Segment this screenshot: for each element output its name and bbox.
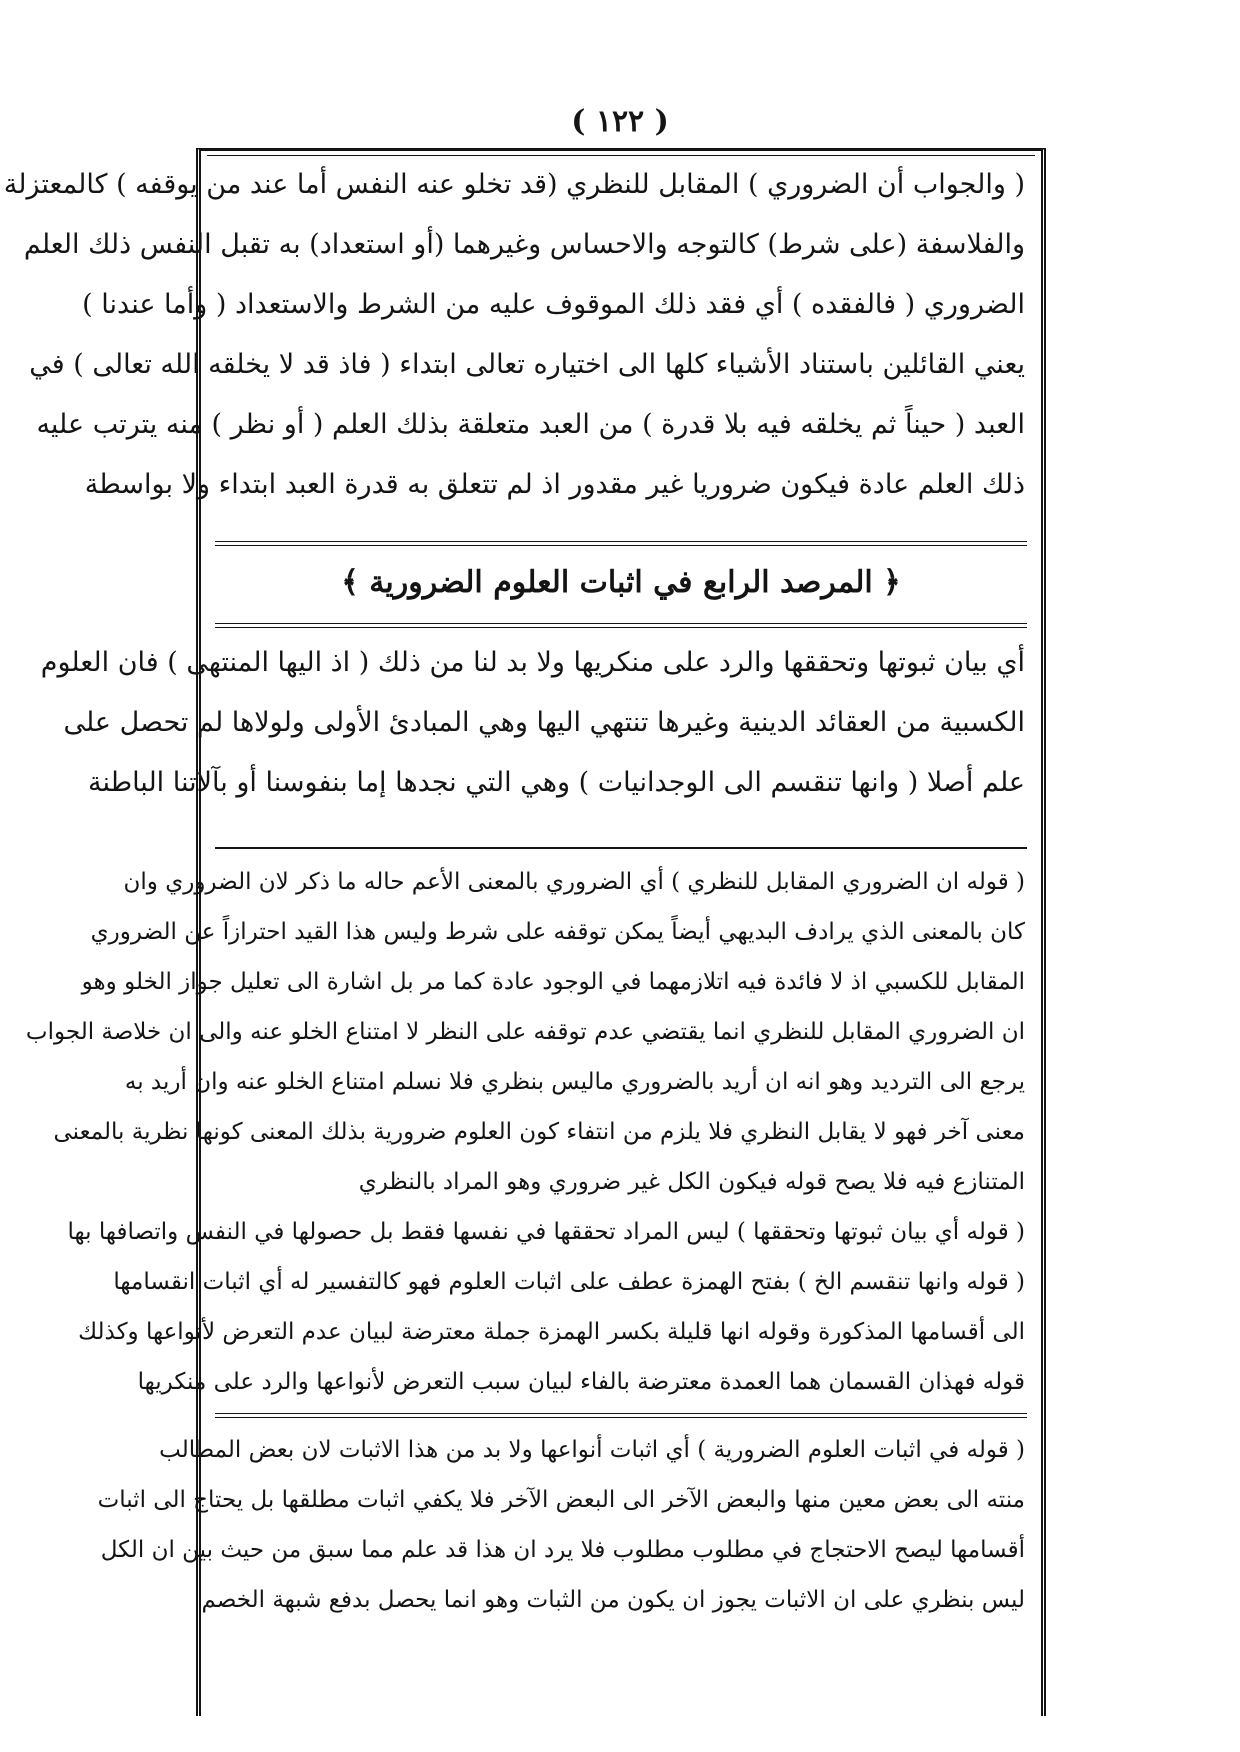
main-text-block-2 bbox=[40, 633, 1025, 813]
divider bbox=[215, 623, 1027, 628]
main-line: والفلاسفة (على شرط) كالتوجه والاحساس وغيرهما (أو استعداد) به تقبل النفس ذلك العلم bbox=[23, 229, 1025, 260]
commentary-line: ( قوله ان الضروري المقابل للنظري ) أي الضروري بالمعنى الأعم حاله ما ذكر لان الضروري وان bbox=[123, 869, 1025, 895]
commentary-block-1 bbox=[25, 857, 1025, 1407]
main-line: ( والجواب أن الضروري ) المقابل للنظري (قد تخلو عنه النفس أما عند من يوقفه ) كالمعتزلة bbox=[3, 169, 1025, 200]
commentary-line: ( قوله أي بيان ثبوتها وتحققها ) ليس المراد تحققها في نفسها فقط بل حصولها في النفس واتصافها بها bbox=[67, 1219, 1025, 1245]
main-line: ذلك العلم عادة فيكون ضروريا غير مقدور اذ لم تتعلق به قدرة العبد ابتداء ولا بواسطة bbox=[84, 469, 1025, 500]
main-line: العبد ( حيناً ثم يخلقه فيه بلا قدرة ) من العبد متعلقة بذلك العلم ( أو نظر ) منه يترتب عليه bbox=[36, 409, 1025, 440]
commentary-line: يرجع الى الترديد وهو انه ان أريد بالضروري ماليس بنظري فلا نسلم امتناع الخلو عنه وان أريد به bbox=[124, 1069, 1025, 1095]
commentary-line: منته الى بعض معين منها والبعض الآخر الى البعض الآخر فلا يكفي اثبات مطلقها بل يحتاج الى اثبات bbox=[97, 1487, 1025, 1513]
section-heading: ﴿ المرصد الرابع في اثبات العلوم الضرورية ﴾ bbox=[341, 565, 901, 600]
commentary-block-2 bbox=[97, 1425, 1025, 1625]
commentary-line: المقابل للكسبي اذ لا فائدة فيه اتلازمهما في الوجود عادة كما مر بل اشارة الى تعليل جواز الخلو وهو bbox=[81, 969, 1025, 995]
commentary-line: ان الضروري المقابل للنظري انما يقتضي عدم توقفه على النظر لا امتناع الخلو عنه والى ان خلاصة الجواب bbox=[25, 1019, 1025, 1045]
divider bbox=[215, 847, 1027, 849]
main-line: علم أصلا ( وانها تنقسم الى الوجدانيات ) وهي التي نجدها إما بنفوسنا أو بآلاتنا الباطنة bbox=[87, 767, 1025, 798]
main-line: يعني القائلين باستناد الأشياء كلها الى اختياره تعالى ابتداء ( فاذ قد لا يخلقه الله تعالى ) في bbox=[29, 349, 1025, 380]
divider bbox=[215, 541, 1027, 546]
page-frame bbox=[3, 148, 1046, 1716]
divider bbox=[215, 1413, 1027, 1418]
commentary-line: كان بالمعنى الذي يرادف البديهي أيضاً يمكن توقفه على شرط وليس هذا القيد احترازاً عن الضروري bbox=[90, 919, 1025, 945]
commentary-line: الى أقسامها المذكورة وقوله انها قليلة بكسر الهمزة جملة معترضة لبيان عدم التعرض لأنواعها وكذلك bbox=[78, 1319, 1025, 1345]
commentary-line: ( قوله وانها تنقسم الخ ) بفتح الهمزة عطف على اثبات العلوم فهو كالتفسير له أي اثبات انقسامها bbox=[113, 1269, 1025, 1295]
main-text-block-1 bbox=[3, 155, 1025, 515]
commentary-line: معنى آخر فهو لا يقابل النظري فلا يلزم من انتفاء كون العلوم ضرورية بذلك المعنى كونها نظرية بالمعنى bbox=[53, 1119, 1025, 1145]
commentary-line: المتنازع فيه فلا يصح قوله فيكون الكل غير ضروري وهو المراد بالنظري bbox=[358, 1169, 1025, 1195]
main-line: أي بيان ثبوتها وتحققها والرد على منكريها ولا بد لنا من ذلك ( اذ اليها المنتهى ) فان العلوم bbox=[40, 647, 1025, 678]
commentary-line: قوله فهذان القسمان هما العمدة معترضة بالفاء لبيان سبب التعرض لأنواعها والرد على منكريها bbox=[137, 1369, 1025, 1395]
commentary-line: ( قوله في اثبات العلوم الضرورية ) أي اثبات أنواعها ولا بد من هذا الاثبات لان بعض المطالب bbox=[159, 1437, 1025, 1463]
page-number: ( ١٢٢ ) bbox=[571, 104, 669, 139]
commentary-line: ليس بنظري على ان الاثبات يجوز ان يكون من الثبات وهو انما يحصل بدفع شبهة الخصم bbox=[201, 1587, 1025, 1613]
main-line: الضروري ( فالفقده ) أي فقد ذلك الموقوف عليه من الشرط والاستعداد ( وأما عندنا ) bbox=[82, 289, 1025, 320]
main-line: الكسبية من العقائد الدينية وغيرها تنتهي اليها وهي المبادئ الأولى ولولاها لم تحصل على bbox=[63, 707, 1025, 738]
commentary-line: أقسامها ليصح الاحتجاج في مطلوب مطلوب فلا يرد ان هذا قد علم مما سبق من حيث بين ان الكل bbox=[100, 1537, 1025, 1563]
